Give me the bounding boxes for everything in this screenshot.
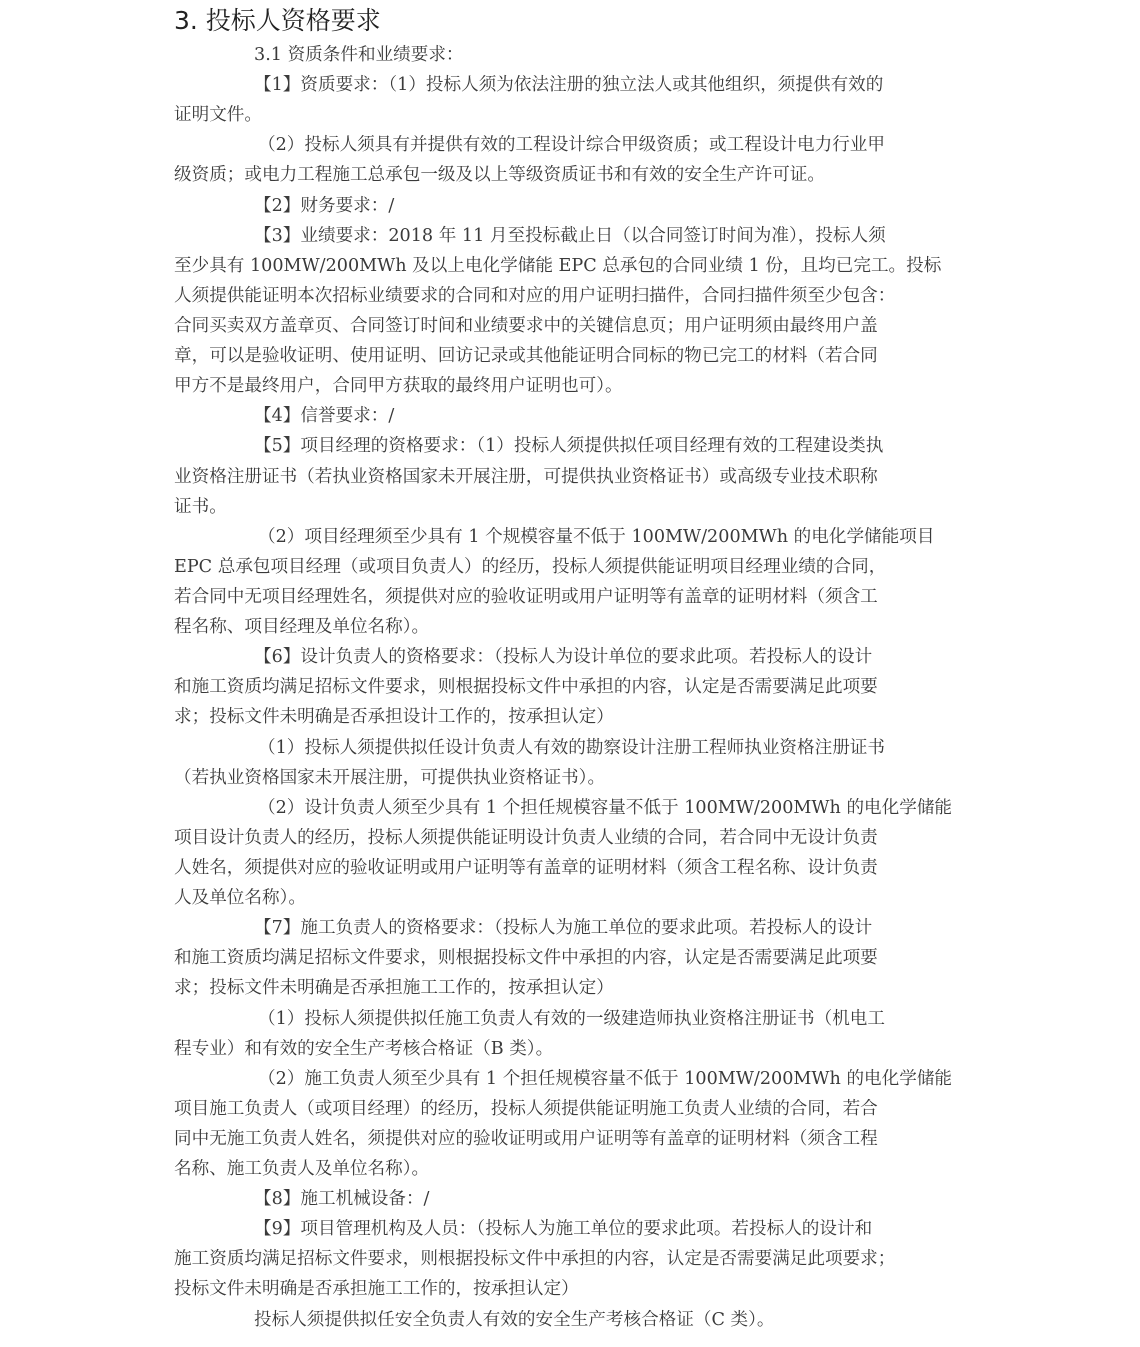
text-line: （2）项目经理须至少具有 1 个规模容量不低于 100MW/200MWh 的电化学储能项目: [258, 526, 935, 547]
text-line: 人及单位名称）。: [174, 888, 306, 909]
text-line: 项目施工负责人（或项目经理）的经历，投标人须提供能证明施工负责人业绩的合同，若合: [174, 1098, 878, 1119]
text-line: 同中无施工负责人姓名，须提供对应的验收证明或用户证明等有盖章的证明材料（须含工程: [174, 1128, 878, 1149]
text-line: 【7】施工负责人的资格要求：（投标人为施工单位的要求此项。若投标人的设计: [254, 918, 873, 939]
section-body: [174, 40, 970, 1335]
text-line: 名称、施工负责人及单位名称）。: [174, 1159, 430, 1180]
text-line: 【3】业绩要求：2018 年 11 月至投标截止日（以合同签订时间为准），投标人须: [254, 225, 886, 246]
text-line: 人姓名，须提供对应的验收证明或用户证明等有盖章的证明材料（须含工程名称、设计负责: [174, 857, 878, 878]
section-heading: 3. 投标人资格要求: [174, 6, 381, 35]
text-line: 程名称、项目经理及单位名称）。: [174, 617, 430, 638]
text-line: 和施工资质均满足招标文件要求，则根据投标文件中承担的内容，认定是否需要满足此项要: [174, 677, 878, 698]
text-line: 合同买卖双方盖章页、合同签订时间和业绩要求中的关键信息页；用户证明须由最终用户盖: [174, 315, 878, 336]
text-line: 投标文件未明确是否承担施工工作的，按承担认定）: [174, 1279, 579, 1300]
text-line: 证书。: [174, 496, 227, 517]
text-line: 若合同中无项目经理姓名，须提供对应的验收证明或用户证明等有盖章的证明材料（须含工: [174, 586, 878, 607]
text-line: 投标人须提供拟任安全负责人有效的安全生产考核合格证（C 类）。: [254, 1309, 775, 1330]
text-line: 【1】资质要求：（1）投标人须为依法注册的独立法人或其他组织，须提供有效的: [254, 75, 884, 96]
text-line: 人须提供能证明本次招标业绩要求的合同和对应的用户证明扫描件，合同扫描件须至少包含：: [174, 285, 896, 306]
text-line: （若执业资格国家未开展注册，可提供执业资格证书）。: [174, 767, 606, 788]
text-line: 【5】项目经理的资格要求：（1）投标人须提供拟任项目经理有效的工程建设类执: [254, 436, 884, 457]
text-line: 求；投标文件未明确是否承担施工工作的，按承担认定）: [174, 978, 614, 999]
text-line: 【4】信誉要求：/: [254, 406, 395, 427]
text-line: 甲方不是最终用户，合同甲方获取的最终用户证明也可）。: [174, 376, 623, 397]
text-line: 【6】设计负责人的资格要求：（投标人为设计单位的要求此项。若投标人的设计: [254, 647, 873, 668]
text-line: 程专业）和有效的安全生产考核合格证（B 类）。: [174, 1038, 554, 1059]
text-line: EPC 总承包项目经理（或项目负责人）的经历，投标人须提供能证明项目经理业绩的合同，: [174, 556, 887, 577]
text-line: 章，可以是验收证明、使用证明、回访记录或其他能证明合同标的物已完工的材料（若合同: [174, 346, 878, 367]
text-line: 项目设计负责人的经历，投标人须提供能证明设计负责人业绩的合同，若合同中无设计负责: [174, 827, 878, 848]
text-line: （2）施工负责人须至少具有 1 个担任规模容量不低于 100MW/200MWh 的电化学储能: [258, 1068, 953, 1089]
text-line: 证明文件。: [174, 105, 262, 126]
text-line: 求；投标文件未明确是否承担设计工作的，按承担认定）: [174, 707, 614, 728]
text-line: （2）投标人须具有并提供有效的工程设计综合甲级资质；或工程设计电力行业甲: [258, 135, 885, 156]
text-line: 施工资质均满足招标文件要求，则根据投标文件中承担的内容，认定是否需要满足此项要求；: [174, 1249, 896, 1270]
text-line: 【9】项目管理机构及人员：（投标人为施工单位的要求此项。若投标人的设计和: [254, 1219, 873, 1240]
text-line: 【8】施工机械设备：/: [254, 1189, 430, 1210]
text-line: 至少具有 100MW/200MWh 及以上电化学储能 EPC 总承包的合同业绩 1 份，且均已完工。投标: [174, 255, 942, 276]
text-line: 和施工资质均满足招标文件要求，则根据投标文件中承担的内容，认定是否需要满足此项要: [174, 948, 878, 969]
text-line: （1）投标人须提供拟任施工负责人有效的一级建造师执业资格注册证书（机电工: [258, 1008, 885, 1029]
text-line: 业资格注册证书（若执业资格国家未开展注册，可提供执业资格证书）或高级专业技术职称: [174, 466, 878, 487]
text-line: 3.1 资质条件和业绩要求：: [254, 45, 464, 65]
text-line: （2）设计负责人须至少具有 1 个担任规模容量不低于 100MW/200MWh 的电化学储能: [258, 797, 953, 818]
text-line: 【2】财务要求：/: [254, 195, 395, 216]
text-line: 级资质；或电力工程施工总承包一级及以上等级资质证书和有效的安全生产许可证。: [174, 165, 825, 186]
text-line: （1）投标人须提供拟任设计负责人有效的勘察设计注册工程师执业资格注册证书: [258, 737, 885, 758]
